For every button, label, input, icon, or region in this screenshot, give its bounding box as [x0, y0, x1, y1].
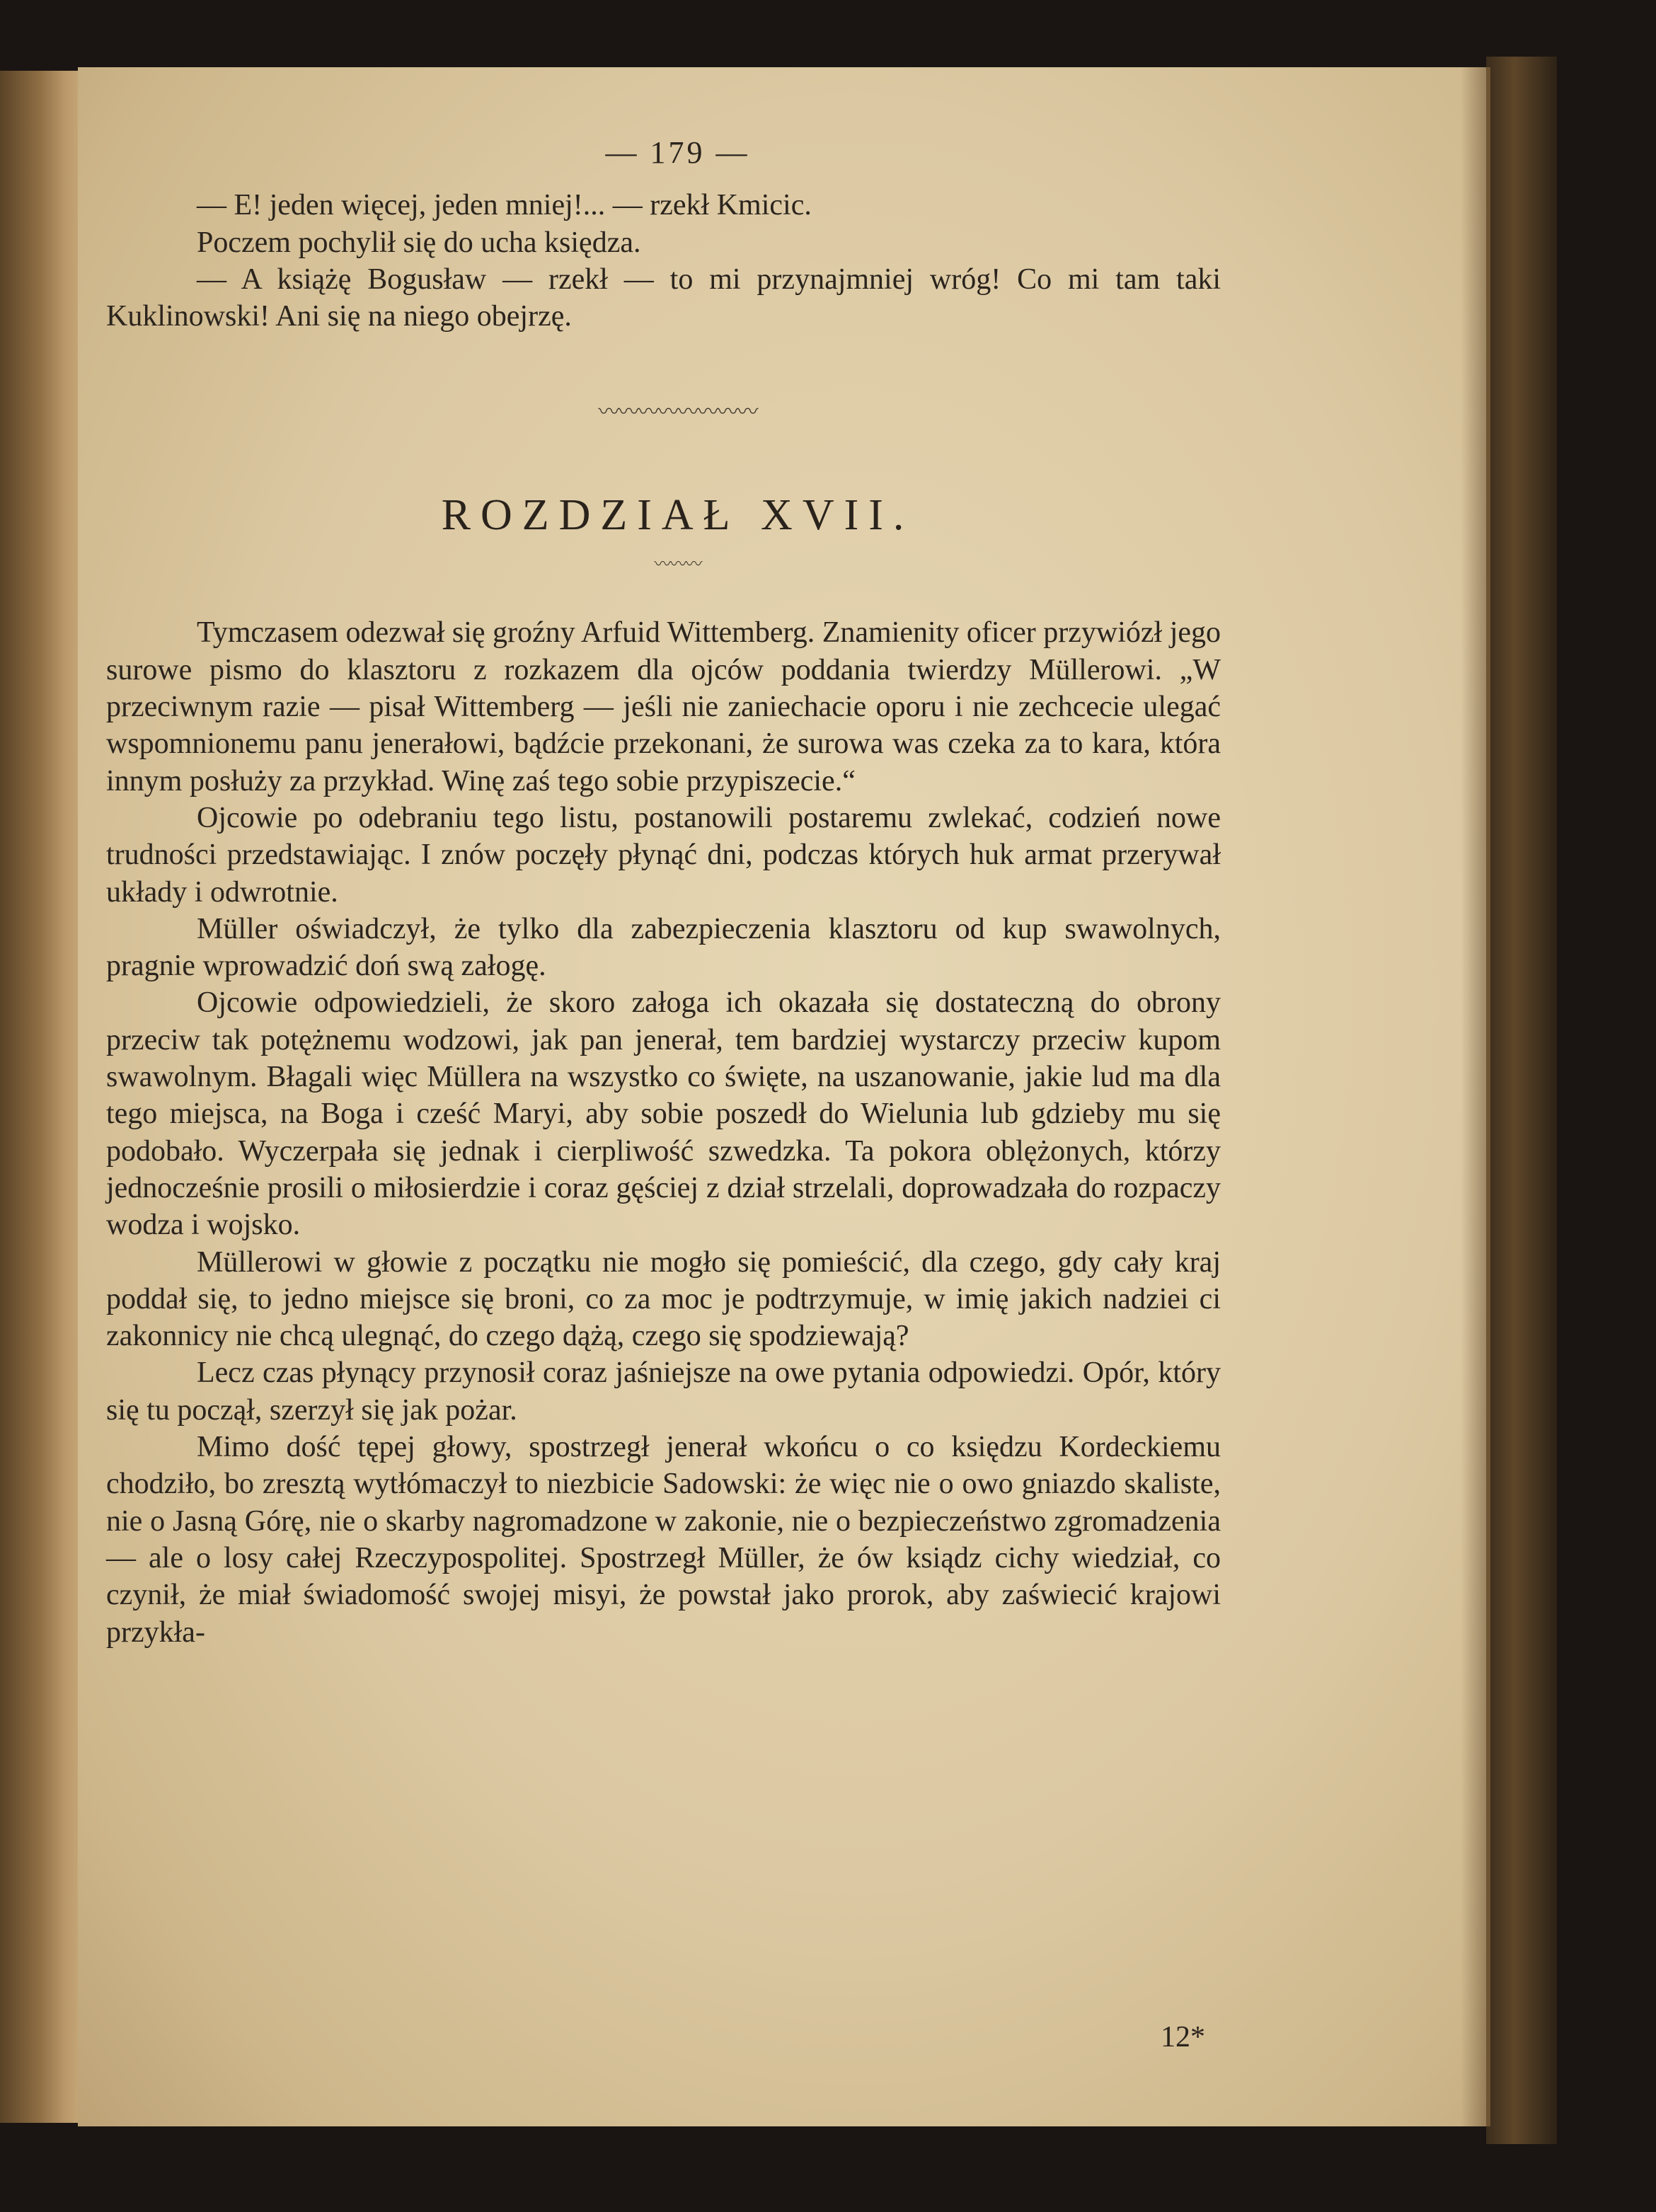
paragraph: Ojcowie po odebraniu tego listu, postanowili postaremu zwlekać, codzień nowe trudności przedstawiając. I znów poczęły płynąć dni, podczas których huk armat przerywał układy i odwrotnie. [106, 801, 1221, 909]
intro-line-2: Poczem pochylił się do ucha księdza. [197, 226, 641, 259]
page-edge-shadow [1461, 67, 1486, 2126]
book-cover-right [1486, 57, 1557, 2144]
paragraph: Müller oświadczył, że tylko dla zabezpieczenia klasztoru od kup swawolnych, pragnie wprowadzić doń swą załogę. [106, 912, 1221, 983]
intro-line-1: — E! jeden więcej, jeden mniej!... — rzekł Kmicic. [197, 189, 812, 222]
paragraph: Ojcowie odpowiedzieli, że skoro załoga ich okazała się dostateczną do obrony przeciw tak potężnemu wodzowi, jak pan jenerał, tem bardziej wystarczy przeciw kupom swawolnym. Błagali więc Müllera na wszystko co święte, na uszanowanie, jakie lud ma dla tego miejsca, na Boga i cześć Maryi, aby sobie poszedł do Wielunia lub gdzieby mu się podobało. Wyczerpała się jednak i cierpliwość szwedzka. Ta pokora oblężonych, którzy jednocześnie prosili o miłosierdzie i coraz gęściej z dział strzelali, doprowadzała do rozpaczy wodza i wojsko. [106, 986, 1221, 1242]
page-number: — 179 — [605, 135, 750, 170]
paragraph: Müllerowi w głowie z początku nie mogło się pomieścić, dla czego, gdy cały kraj poddał się, to jedno miejsce się broni, co za moc je podtrzymuje, w imię jakich nadziei ci zakonnicy nie chcą ulegnąć, do czego dążą, czego się spodziewają? [106, 1245, 1221, 1353]
ornament-divider-bottom: 〰〰〰 [654, 555, 701, 575]
printer-signature-mark: 12* [1161, 2021, 1205, 2053]
page-text [106, 134, 1221, 1651]
ornament-divider-top: 〰〰〰〰〰〰〰〰 [598, 401, 757, 425]
book-binding-left [0, 71, 85, 2123]
paragraph: Mimo dość tępej głowy, spostrzegł jenerał wkońcu o co księdzu Kordeckiemu chodziło, bo zresztą wytłómaczył to niezbicie Sadowski: że więc nie o owo gniazdo skaliste, nie o Jasną Górę, nie o skarby nagromadzone w zakonie, nie o bezpieczeństwo zgromadzenia — ale o losy całej Rzeczypospolitej. Spostrzegł Müller, że ów ksiądz cichy wiedział, co czynił, że miał świadomość swojej misyi, że powstał jako prorok, aby zaświecić krajowi przykła- [106, 1431, 1221, 1649]
paragraph: Lecz czas płynący przynosił coraz jaśniejsze na owe pytania odpowiedzi. Opór, który się tu począł, szerzył się jak pożar. [106, 1356, 1221, 1427]
paragraph: Tymczasem odezwał się groźny Arfuid Wittemberg. Znamienity oficer przywiózł jego surowe pismo do klasztoru z rozkazem dla ojców poddania twierdzy Müllerowi. „W przeciwnym razie — pisał Wittemberg — jeśli nie zaniechacie oporu i nie zechcecie ulegać wspomnionemu panu jenerałowi, bądźcie przekonani, że surowa was czeka za to kara, która innym posłuży za przykład. Winę zaś tego sobie przypiszecie.“ [106, 616, 1221, 797]
chapter-title: ROZDZIAŁ XVII. [441, 491, 914, 540]
intro-line-3: — A książę Bogusław — rzekł — to mi przynajmniej wróg! Co mi tam taki Kuklinowski! Ani się na niego obejrzę. [106, 263, 1221, 333]
